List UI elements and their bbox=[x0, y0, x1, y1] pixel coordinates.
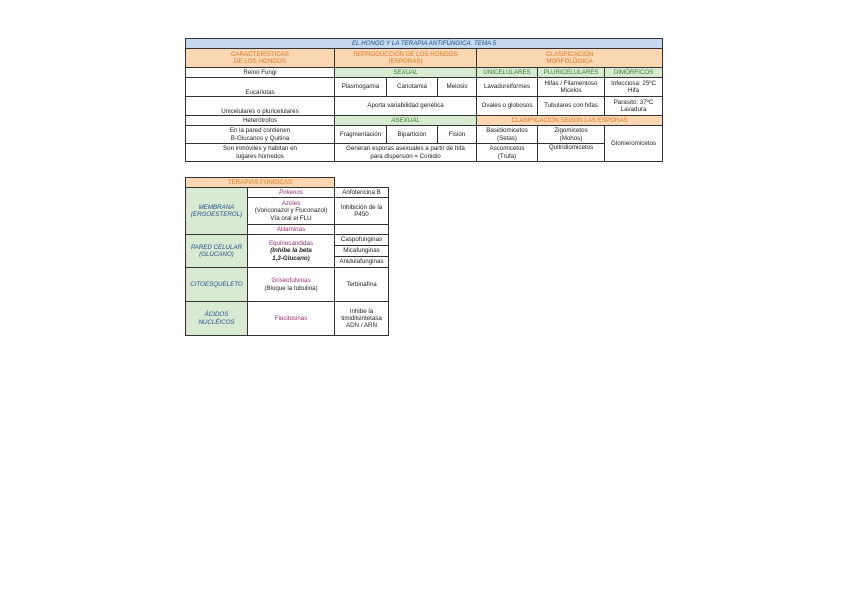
cell-ascomicetos: Ascomicetos (Trufa) bbox=[477, 144, 538, 162]
cell-griseofulvinas: Griseofulvinas (Bloque la tubulina) bbox=[248, 268, 335, 302]
cell-timidilsintetasa: Inhibe la timidilsintetasa ADN / ARN bbox=[335, 302, 389, 336]
table-title: EL HONGO Y LA TERAPIA ANTIFÚNGICA. TEMA 5 bbox=[186, 39, 663, 49]
cell-azoles: Azoles (Voriconazol y Fluconazol) Vía oral el FLU bbox=[248, 198, 335, 225]
cell-zigomicetos: Zigomicetos (Mohos) bbox=[538, 126, 605, 144]
group-citoesqueleto: CITOESQUELETO bbox=[186, 268, 248, 302]
group-pared-celular: PARED CELULAR (GLUCANO) bbox=[186, 235, 248, 268]
cell-pluricelulares-header: PLURICELULARES bbox=[538, 68, 605, 78]
cell-variabilidad: Aporta variabilidad genética bbox=[335, 97, 477, 116]
cell-terbinafina: Terbinafina bbox=[335, 268, 389, 302]
cell-flucitosinas: Flucitosinas bbox=[248, 302, 335, 336]
cell-alilaminas: Alilaminas bbox=[248, 225, 335, 235]
cell-hifas: Hifas / Filamentoso Micelos bbox=[538, 78, 605, 97]
group-membrana: MEMBRANA (ERGOESTEROL) bbox=[186, 188, 248, 235]
antifungal-therapy-table bbox=[185, 177, 389, 336]
cell-anfotericina: Anfotericina B bbox=[335, 188, 389, 198]
cell-eucariotas: Eucariotas bbox=[186, 78, 335, 97]
cell-glomeromicetos: Glomeromicetos bbox=[605, 126, 663, 162]
cell-ovales: Ovales o globosos bbox=[477, 97, 538, 116]
header-clasificacion: CLASIFICACIÓN MORFOLÓGICA bbox=[477, 49, 663, 68]
header-caracteristicas: CARACTERÍSTICAS DE LOS HONGOS bbox=[186, 49, 335, 68]
cell-reino: Reino Fungi bbox=[186, 68, 335, 78]
cell-dimorficos-header: DIMÓRFICOS bbox=[605, 68, 663, 78]
therapy-title-spacer bbox=[335, 178, 389, 188]
therapy-title: TERAPIAS FÚNGICAS bbox=[186, 178, 335, 188]
group-acidos-nucleicos: ÁCIDOS NUCLÉICOS bbox=[186, 302, 248, 336]
cell-caspofunginas: Caspofunginas bbox=[335, 235, 389, 246]
cell-asexual: ASEXUAL bbox=[335, 116, 477, 126]
cell-micafunginas: Micafunginas bbox=[335, 246, 389, 257]
cell-meiosis: Meiosis bbox=[438, 78, 477, 97]
cell-parasito: Parasito: 37ºC Lavadura bbox=[605, 97, 663, 116]
cell-cariotamia: Cariotamia bbox=[387, 78, 438, 97]
cell-plasmogamia: Plasmogamia bbox=[335, 78, 387, 97]
cell-generan: Generan esporas asexuales a partir de hifa para dispersión = Conidio bbox=[335, 144, 477, 162]
cell-unicelulares-header: UNICELULARES bbox=[477, 68, 538, 78]
cell-tubulares: Tubulares con hifas bbox=[538, 97, 605, 116]
cell-inhibicion-p450: Inhibición de la P450 bbox=[335, 198, 389, 225]
cell-levaduriformes: Lavadureiformes bbox=[477, 78, 538, 97]
cell-fragmentacion: Fragmentación bbox=[335, 126, 387, 144]
cell-fision: Fisión bbox=[438, 126, 477, 144]
cell-heterotrofos: Heterótrofos bbox=[186, 116, 335, 126]
cell-infecciosa: Infecciosa: 25ºC Hifa bbox=[605, 78, 663, 97]
cell-sexual: SEXUAL bbox=[335, 68, 477, 78]
cell-basidiomicetos: Basidiomicetos (Setas) bbox=[477, 126, 538, 144]
cell-anidulafunginas: Anidulafunginas bbox=[335, 257, 389, 268]
cell-clasificacion-esporas: CLASIFICACIÓN SEGÚN LAS ESPORAS bbox=[477, 116, 663, 126]
cell-unicelulares: Unicelulares o pluricelulares bbox=[186, 97, 335, 116]
cell-polienos: Polienos bbox=[248, 188, 335, 198]
cell-equinocandidas: Equinocandidas (Inhibe la beta 1,3-Glucano) bbox=[248, 235, 335, 268]
cell-inmoviles: Son inmóviles y habitan en lugares húmedos bbox=[186, 144, 335, 162]
header-reproduccion: REPRODUCCIÓN DE LOS HONGOS (ESPORAS) bbox=[335, 49, 477, 68]
cell-alilaminas-target bbox=[335, 225, 389, 235]
cell-pared: En la pared contienen B-Glucanos y Quitina bbox=[186, 126, 335, 144]
cell-quitridiomicetos: Quitridiomicetos bbox=[538, 144, 605, 162]
fungi-summary-table bbox=[185, 38, 663, 162]
cell-biparticion: Bipartición bbox=[387, 126, 438, 144]
